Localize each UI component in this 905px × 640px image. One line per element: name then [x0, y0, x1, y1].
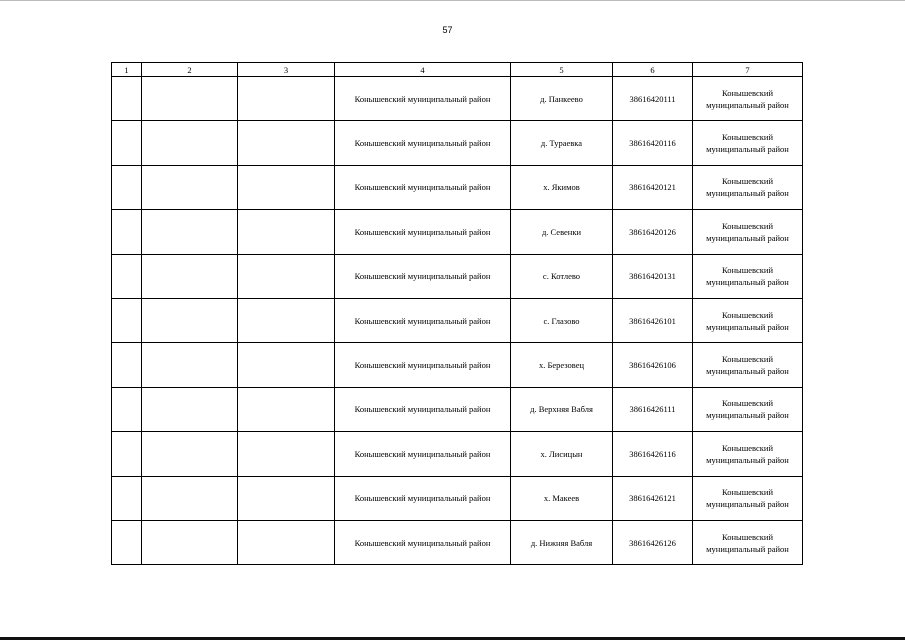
table-cell-col-4: Конышевский муниципальный район [335, 520, 511, 564]
column-header-6: 6 [613, 63, 693, 77]
table-cell-col-6: 38616426101 [613, 298, 693, 342]
column-header-4: 4 [335, 63, 511, 77]
table-cell-col-4: Конышевский муниципальный район [335, 476, 511, 520]
table-row [112, 520, 803, 564]
table-row [112, 387, 803, 431]
table-cell-col-4: Конышевский муниципальный район [335, 121, 511, 165]
column-header-7: 7 [693, 63, 803, 77]
table-cell-col-1 [112, 77, 142, 121]
table-cell-col-4: Конышевский муниципальный район [335, 432, 511, 476]
table-cell-col-6: 38616426111 [613, 387, 693, 431]
table-cell-col-7: Конышевский муниципальный район [693, 121, 803, 165]
table-cell-col-7: Конышевский муниципальный район [693, 254, 803, 298]
table-cell-col-3 [238, 165, 335, 209]
table-cell-col-6: 38616426116 [613, 432, 693, 476]
table-cell-col-6: 38616420131 [613, 254, 693, 298]
table-row [112, 77, 803, 121]
table-cell-col-7: Конышевский муниципальный район [693, 476, 803, 520]
table-cell-col-7: Конышевский муниципальный район [693, 432, 803, 476]
table-cell-col-5: х. Лисицын [511, 432, 613, 476]
table-cell-col-1 [112, 343, 142, 387]
table-cell-col-3 [238, 121, 335, 165]
table-cell-col-6: 38616420116 [613, 121, 693, 165]
table-cell-col-6: 38616426121 [613, 476, 693, 520]
table-cell-col-2 [142, 520, 238, 564]
column-header-2: 2 [142, 63, 238, 77]
table-cell-col-5: д. Нижняя Вабля [511, 520, 613, 564]
table-cell-col-1 [112, 210, 142, 254]
table-cell-col-7: Конышевский муниципальный район [693, 210, 803, 254]
table-cell-col-3 [238, 77, 335, 121]
table-body [112, 77, 803, 565]
table-row [112, 476, 803, 520]
table-cell-col-2 [142, 210, 238, 254]
table-cell-col-3 [238, 343, 335, 387]
table-cell-col-1 [112, 387, 142, 431]
table-cell-col-3 [238, 210, 335, 254]
table-cell-col-5: х. Макеев [511, 476, 613, 520]
table-cell-col-1 [112, 298, 142, 342]
table-cell-col-4: Конышевский муниципальный район [335, 387, 511, 431]
table-cell-col-4: Конышевский муниципальный район [335, 343, 511, 387]
table-cell-col-3 [238, 387, 335, 431]
table-row [112, 121, 803, 165]
table-cell-col-1 [112, 254, 142, 298]
registry-table [111, 62, 803, 565]
table-cell-col-5: с. Глазово [511, 298, 613, 342]
table-cell-col-1 [112, 476, 142, 520]
table-cell-col-3 [238, 298, 335, 342]
table-cell-col-2 [142, 343, 238, 387]
table-cell-col-7: Конышевский муниципальный район [693, 343, 803, 387]
table-cell-col-7: Конышевский муниципальный район [693, 520, 803, 564]
table-row [112, 254, 803, 298]
table-cell-col-2 [142, 432, 238, 476]
table-cell-col-2 [142, 77, 238, 121]
table-cell-col-6: 38616420111 [613, 77, 693, 121]
header-row [112, 63, 803, 77]
table-cell-col-2 [142, 254, 238, 298]
table-cell-col-4: Конышевский муниципальный район [335, 254, 511, 298]
page-top-edge [0, 0, 905, 1]
table-cell-col-7: Конышевский муниципальный район [693, 298, 803, 342]
table-cell-col-6: 38616426106 [613, 343, 693, 387]
table-cell-col-6: 38616426126 [613, 520, 693, 564]
table-cell-col-1 [112, 165, 142, 209]
column-header-3: 3 [238, 63, 335, 77]
table-cell-col-5: с. Котлево [511, 254, 613, 298]
table-cell-col-2 [142, 165, 238, 209]
table-cell-col-1 [112, 121, 142, 165]
table-cell-col-5: д. Тураевка [511, 121, 613, 165]
table-cell-col-3 [238, 520, 335, 564]
table-cell-col-5: д. Панкеево [511, 77, 613, 121]
table-cell-col-5: х. Березовец [511, 343, 613, 387]
table-cell-col-2 [142, 387, 238, 431]
table-cell-col-2 [142, 121, 238, 165]
table-cell-col-5: х. Якимов [511, 165, 613, 209]
table-cell-col-5: д. Верхняя Вабля [511, 387, 613, 431]
table-cell-col-3 [238, 432, 335, 476]
table-cell-col-4: Конышевский муниципальный район [335, 298, 511, 342]
column-header-1: 1 [112, 63, 142, 77]
table-row [112, 165, 803, 209]
table-row [112, 298, 803, 342]
page-number: 57 [442, 25, 453, 35]
table-cell-col-6: 38616420121 [613, 165, 693, 209]
table-cell-col-2 [142, 298, 238, 342]
table-cell-col-4: Конышевский муниципальный район [335, 210, 511, 254]
table-cell-col-7: Конышевский муниципальный район [693, 387, 803, 431]
table-row [112, 432, 803, 476]
table-cell-col-4: Конышевский муниципальный район [335, 77, 511, 121]
table-cell-col-2 [142, 476, 238, 520]
table-cell-col-1 [112, 432, 142, 476]
table-cell-col-7: Конышевский муниципальный район [693, 165, 803, 209]
column-header-5: 5 [511, 63, 613, 77]
table-cell-col-1 [112, 520, 142, 564]
table-cell-col-6: 38616420126 [613, 210, 693, 254]
table-cell-col-3 [238, 254, 335, 298]
table-cell-col-3 [238, 476, 335, 520]
table-cell-col-4: Конышевский муниципальный район [335, 165, 511, 209]
table-cell-col-7: Конышевский муниципальный район [693, 77, 803, 121]
table-row [112, 343, 803, 387]
table-header [112, 63, 803, 77]
table-cell-col-5: д. Севенки [511, 210, 613, 254]
table-row [112, 210, 803, 254]
